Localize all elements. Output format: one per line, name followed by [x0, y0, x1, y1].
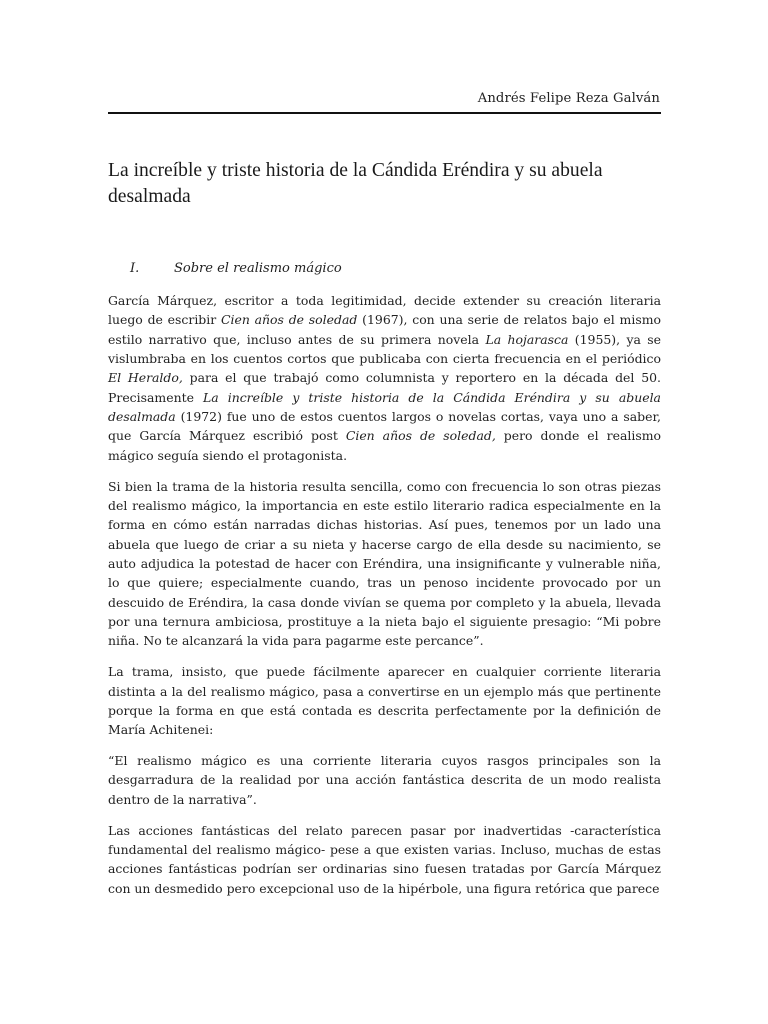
book-title-cien-anos: Cien años de soledad: [220, 312, 358, 328]
paragraph-1: [108, 291, 661, 465]
paragraph-2: Si bien la trama de la historia resulta sencilla, como con frecuencia lo son otras piezas del realismo mágico, la importancia en este estilo literario radica especialmente en la forma en cómo están narradas dichas historias. Así pues, tenemos por un lado una abuela que luego de criar a su nieta y hacerse cargo de ella desde su nacimiento, se auto adjudica la potestad de hacer con Eréndira, una insignificante y vulnerable niña, lo que quiere; especialmente cuando, tras un penoso incidente provocado por un descuido de Eréndira, la casa donde vivían se quema por completo y la abuela, llevada por una ternura ambiciosa, prostituye a la nieta bajo el siguiente presagio: “Mi pobre niña. No te alcanzará la vida para pagarme este percance”.: [108, 478, 661, 649]
body-text: [108, 291, 661, 909]
book-title-erendira: La increíble y triste historia de la Cándida Eréndira y su abuela desalmada: [108, 389, 661, 425]
document-title: La increíble y triste historia de la Cándida Eréndira y su abuela desalmada: [108, 160, 603, 207]
section-heading: [130, 261, 342, 276]
paragraph-1-text: García Márquez, escritor a toda legitimidad, decide extender su creación literaria luego de escribir: [108, 293, 661, 328]
newspaper-title-el-heraldo: El Heraldo,: [108, 370, 183, 386]
paragraph-5: Las acciones fantásticas del relato parecen pasar por inadvertidas -característica fundamental del realismo mágico- pese a que existen varias. Incluso, muchas de estas acciones fantásticas podrían ser ordinarias sino fuesen tratadas por García Márquez con un desmedido pero excepcional uso de la hipérbole, una figura retórica que parece: [108, 822, 661, 896]
header-divider: [108, 112, 661, 114]
section-number: I.: [130, 261, 140, 276]
paragraph-1-text: (1967), con una serie de relatos bajo el mismo estilo narrativo que, incluso antes de su primera novela: [108, 312, 661, 347]
paragraph-3: La trama, insisto, que puede fácilmente aparecer en cualquier corriente literaria distinta a la del realismo mágico, pasa a convertirse en un ejemplo más que pertinente porque la forma en que está contada es descrita perfectamente por la definición de María Achitenei:: [108, 664, 661, 738]
book-title-la-hojarasca: La hojarasca: [485, 331, 569, 347]
paragraph-1-text: (1955), ya se vislumbraba en los cuentos cortos que publicaba con cierta frecuencia en el periódico: [108, 331, 662, 367]
header-author: Andrés Felipe Reza Galván: [477, 91, 660, 106]
book-title-cien-anos: Cien años de soledad,: [345, 428, 496, 444]
quotation-paragraph: “El realismo mágico es una corriente literaria cuyos rasgos principales son la desgarradura de la realidad por una acción fantástica descrita de un modo realista dentro de la narrativa”.: [108, 753, 661, 807]
section-title: Sobre el realismo mágico: [174, 261, 342, 276]
paragraph-1-text: para el que trabajó como columnista y reportero en la década del 50. Precisamente: [108, 370, 661, 405]
paragraph-1-text: (1972) fue uno de estos cuentos largos o novelas cortas, vaya uno a saber, que García Márquez escribió post: [108, 409, 661, 444]
paragraph-1-text: pero donde el realismo mágico seguía siendo el protagonista.: [108, 428, 661, 463]
